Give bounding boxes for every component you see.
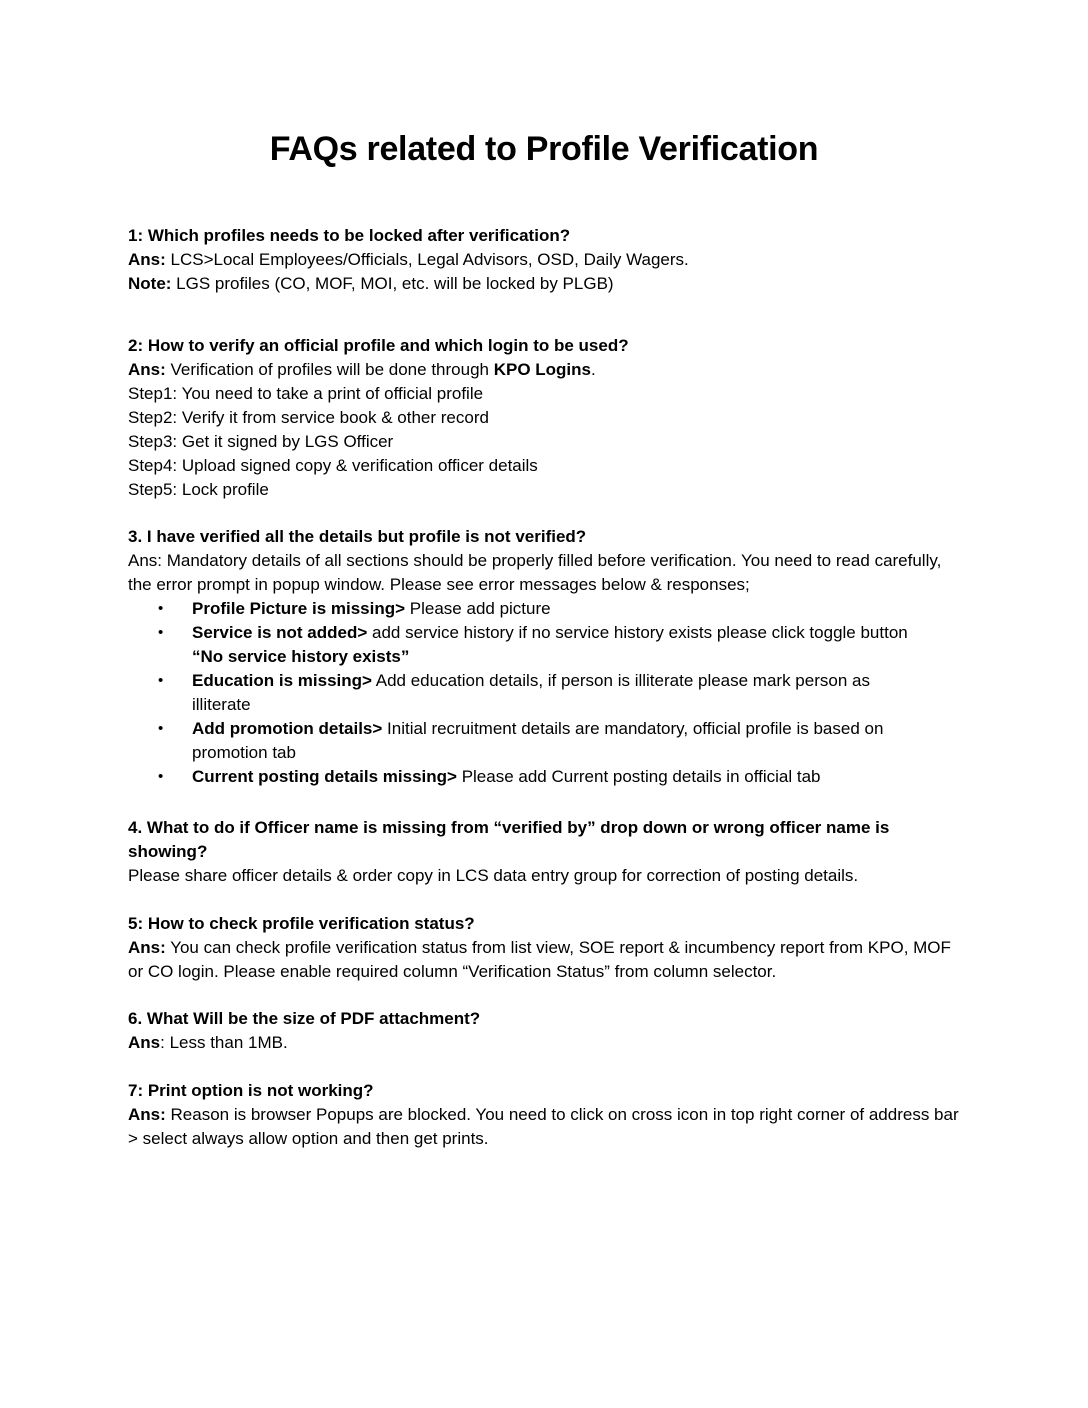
error-label: Current posting details missing> bbox=[192, 767, 457, 786]
bullet-icon: • bbox=[158, 624, 164, 641]
faq-answer: Reason is browser Popups are blocked. You need to click on cross icon in top right corner of address bar > select always allow option and then get prints. bbox=[128, 1105, 959, 1148]
faq-3 bbox=[128, 525, 968, 789]
error-label: Service is not added> bbox=[192, 623, 368, 642]
faq-1 bbox=[128, 224, 968, 296]
error-response: Please add Current posting details in official tab bbox=[456, 767, 821, 786]
ans-label: Ans: bbox=[128, 360, 166, 379]
faq-answer: LCS>Local Employees/Officials, Legal Advisors, OSD, Daily Wagers. bbox=[165, 250, 689, 269]
faq-2 bbox=[128, 334, 968, 502]
step-item: Step4: Upload signed copy & verification officer details bbox=[128, 456, 538, 475]
faq-question: 5: How to check profile verification status? bbox=[128, 914, 475, 933]
answer-end: . bbox=[590, 360, 596, 379]
error-response: add service history if no service history exists please click toggle button bbox=[367, 623, 908, 642]
faq-6 bbox=[128, 1007, 968, 1055]
error-label: Education is missing> bbox=[192, 671, 372, 690]
faq-question: 4. What to do if Officer name is missing from “verified by” drop down or wrong officer name is showing? bbox=[128, 818, 890, 861]
faq-question: 1: Which profiles needs to be locked after verification? bbox=[128, 226, 571, 245]
error-response: Please add picture bbox=[405, 599, 551, 618]
toggle-label: “No service history exists” bbox=[192, 647, 410, 666]
bullet-icon: • bbox=[158, 768, 164, 785]
faq-7 bbox=[128, 1079, 968, 1151]
faq-note: LGS profiles (CO, MOF, MOI, etc. will be locked by PLGB) bbox=[171, 274, 614, 293]
faq-answer: You can check profile verification status from list view, SOE report & incumbency report from KPO, MOF or CO login. Please enable required column “Verification Status” from column selector. bbox=[128, 938, 951, 981]
faq-question: 2: How to verify an official profile and which login to be used? bbox=[128, 336, 629, 355]
faq-question: 3. I have verified all the details but profile is not verified? bbox=[128, 527, 587, 546]
faq-5 bbox=[128, 912, 968, 984]
faq-4 bbox=[128, 816, 968, 888]
list-item bbox=[128, 765, 968, 789]
step-item: Step3: Get it signed by LGS Officer bbox=[128, 432, 394, 451]
bullet-icon: • bbox=[158, 720, 164, 737]
step-item: Step2: Verify it from service book & other record bbox=[128, 408, 489, 427]
error-label: Add promotion details> bbox=[192, 719, 383, 738]
error-label: Profile Picture is missing> bbox=[192, 599, 406, 618]
list-item bbox=[128, 597, 968, 621]
error-list bbox=[128, 597, 968, 789]
faq-answer: Ans: Mandatory details of all sections should be properly filled before verification. You need to read carefully, the error prompt in popup window. Please see error messages below & responses; bbox=[128, 551, 942, 594]
list-item bbox=[128, 621, 968, 669]
ans-label: Ans: bbox=[128, 938, 166, 957]
ans-label: Ans: bbox=[128, 250, 166, 269]
note-label: Note: bbox=[128, 274, 172, 293]
bullet-icon: • bbox=[158, 672, 164, 689]
faq-question: 6. What Will be the size of PDF attachment? bbox=[128, 1009, 481, 1028]
step-item: Step5: Lock profile bbox=[128, 480, 269, 499]
faq-answer: Verification of profiles will be done through bbox=[165, 360, 494, 379]
step-item: Step1: You need to take a print of official profile bbox=[128, 384, 484, 403]
list-item bbox=[128, 669, 968, 717]
kpo-logins: KPO Logins bbox=[493, 360, 591, 379]
faq-question: 7: Print option is not working? bbox=[128, 1081, 374, 1100]
list-item bbox=[128, 717, 968, 765]
bullet-icon: • bbox=[158, 600, 164, 617]
error-response: Add education details, if person is illiterate please mark person as illiterate bbox=[192, 671, 870, 714]
error-response: Initial recruitment details are mandatory, official profile is based on promotion tab bbox=[192, 719, 884, 762]
page-title: FAQs related to Profile Verification bbox=[269, 130, 819, 168]
faq-answer: : Less than 1MB. bbox=[160, 1033, 288, 1052]
ans-label: Ans: bbox=[128, 1105, 166, 1124]
ans-label: Ans bbox=[128, 1033, 161, 1052]
faq-answer: Please share officer details & order copy in LCS data entry group for correction of posting details. bbox=[128, 866, 859, 885]
